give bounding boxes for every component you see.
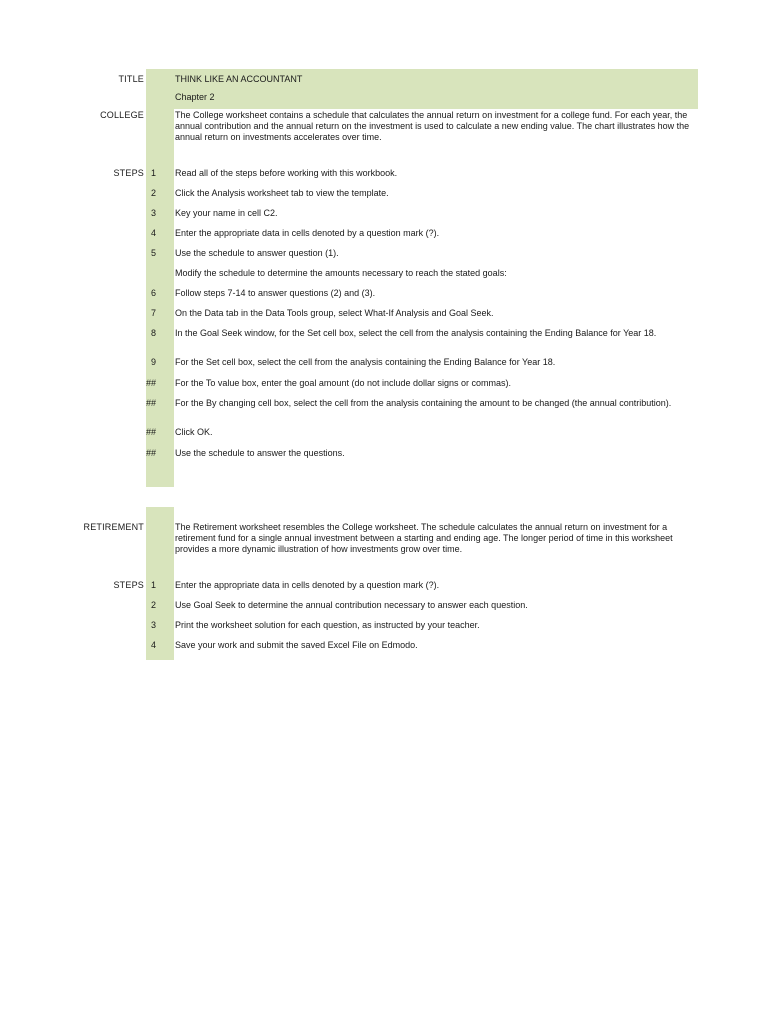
step-number: 5	[150, 248, 156, 258]
step-number: ##	[145, 427, 156, 437]
step-number: 1	[150, 168, 156, 178]
step-text: Enter the appropriate data in cells denoted by a question mark (?).	[175, 580, 440, 590]
step-number: 4	[150, 640, 156, 650]
step-number: ##	[145, 378, 156, 388]
step-text: Print the worksheet solution for each question, as instructed by your teacher.	[175, 620, 480, 630]
document-title: THINK LIKE AN ACCOUNTANT	[175, 74, 303, 84]
step-number: 9	[150, 357, 156, 367]
step-text: Key your name in cell C2.	[175, 208, 278, 218]
step-number: 3	[150, 208, 156, 218]
step-number: 3	[150, 620, 156, 630]
step-text: Save your work and submit the saved Excel File on Edmodo.	[175, 640, 418, 650]
step-number: ##	[145, 448, 156, 458]
college-description: The College worksheet contains a schedule that calculates the annual return on investment for a college fund. For each year, the annual contribution and the annual return on the investment is used to calculate a new ending value. The chart illustrates how the annual return on investments accelerates over time.	[175, 110, 690, 142]
step-text: For the Set cell box, select the cell from the analysis containing the Ending Balance for Year 18.	[175, 357, 556, 367]
step-text: Use Goal Seek to determine the annual contribution necessary to answer each question.	[175, 600, 528, 610]
step-text: For the By changing cell box, select the cell from the analysis containing the amount to be changed (the annual contribution).	[175, 398, 672, 408]
step-number: 6	[150, 288, 156, 298]
step-number: 2	[150, 188, 156, 198]
step-text: For the To value box, enter the goal amount (do not include dollar signs or commas).	[175, 378, 512, 388]
step-number: 2	[150, 600, 156, 610]
step-text: Click OK.	[175, 427, 213, 437]
step-text: In the Goal Seek window, for the Set cell box, select the cell from the analysis containing the Ending Balance for Year 18.	[175, 328, 657, 338]
step-text: Enter the appropriate data in cells denoted by a question mark (?).	[175, 228, 440, 238]
step-number: 8	[150, 328, 156, 338]
college-steps-label: STEPS	[113, 168, 144, 178]
step-text: Read all of the steps before working with this workbook.	[175, 168, 398, 178]
chapter-label: Chapter 2	[175, 92, 215, 102]
step-number: 1	[150, 580, 156, 590]
step-text: Use the schedule to answer the questions.	[175, 448, 345, 458]
retirement-description: The Retirement worksheet resembles the College worksheet. The schedule calculates the annual return on investment for a retirement fund for a single annual investment between a starting and ending age. The longer period of time in this worksheet provides a more dynamic illustration of how investments grow over time.	[175, 522, 673, 554]
step-text: On the Data tab in the Data Tools group, select What-If Analysis and Goal Seek.	[175, 308, 494, 318]
step-number: ##	[145, 398, 156, 408]
step-text: Use the schedule to answer question (1).	[175, 248, 339, 258]
step-text: Click the Analysis worksheet tab to view the template.	[175, 188, 389, 198]
title-label: TITLE	[118, 74, 144, 84]
college-label: COLLEGE	[100, 110, 144, 120]
step-text: Follow steps 7-14 to answer questions (2) and (3).	[175, 288, 376, 298]
step-number: 7	[150, 308, 156, 318]
step-number: 4	[150, 228, 156, 238]
retirement-steps-label: STEPS	[113, 580, 144, 590]
step-text: Modify the schedule to determine the amounts necessary to reach the stated goals:	[175, 268, 507, 278]
retirement-label: RETIREMENT	[83, 522, 144, 532]
